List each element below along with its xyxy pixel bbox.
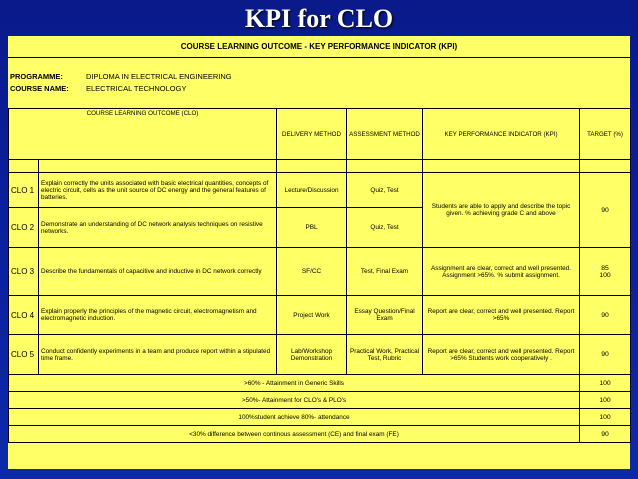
summary-row bbox=[9, 392, 631, 409]
target: 90 bbox=[580, 296, 631, 335]
assessment-method: Quiz, Test bbox=[347, 208, 423, 248]
table-row bbox=[9, 296, 631, 335]
assessment-method: Essay Question/Final Exam bbox=[347, 296, 423, 335]
target-value: 85 bbox=[601, 264, 609, 272]
table-row bbox=[9, 335, 631, 375]
clo-description: Explain properly the principles of the magnetic circuit, electromagnetism and electromagnetic induction. bbox=[39, 296, 277, 335]
clo-id: CLO 4 bbox=[9, 296, 39, 335]
course-name-label: COURSE NAME: bbox=[10, 84, 69, 93]
clo-description: Explain correctly the units associated with basic electrical quantities, concepts of electric circuit, cells as the unit source of DC energy and the general features of batteries. bbox=[39, 173, 277, 208]
summary-row bbox=[9, 426, 631, 443]
summary-text: >50%- Attainment for CLO's & PLO's bbox=[9, 392, 580, 409]
table-header-row bbox=[9, 109, 631, 160]
header-target: TARGET (%) bbox=[580, 109, 631, 160]
table-row bbox=[9, 248, 631, 296]
summary-target: 100 bbox=[580, 392, 631, 409]
kpi: Report are clear, correct and well presented. Report >65% Students work cooperatively . bbox=[423, 335, 580, 375]
delivery-method: Lab/Workshop Demonstration bbox=[277, 335, 347, 375]
summary-text: <30% difference between continous assessment (CE) and final exam (FE) bbox=[9, 426, 580, 443]
table-row bbox=[9, 173, 631, 208]
kpi: Report are clear, correct and well presented. Report >65% bbox=[423, 296, 580, 335]
summary-target: 100 bbox=[580, 409, 631, 426]
summary-row bbox=[9, 409, 631, 426]
programme-info bbox=[10, 71, 232, 95]
assessment-method: Practical Work, Practical Test, Rubric bbox=[347, 335, 423, 375]
summary-text: >60% - Attainment in Generic Skills bbox=[9, 375, 580, 392]
clo-description: Demonstrate an understanding of DC network analysis techniques on resistive networks. bbox=[39, 208, 277, 248]
assessment-method: Quiz, Test bbox=[347, 173, 423, 208]
programme-value: DIPLOMA IN ELECTRICAL ENGINEERING bbox=[86, 72, 232, 81]
delivery-method: SF/CC bbox=[277, 248, 347, 296]
clo-id: CLO 3 bbox=[9, 248, 39, 296]
kpi-table bbox=[8, 108, 631, 443]
kpi-document bbox=[8, 36, 630, 469]
summary-target: 100 bbox=[580, 375, 631, 392]
target-merged: 90 bbox=[580, 173, 631, 248]
course-name-value: ELECTRICAL TECHNOLOGY bbox=[86, 84, 187, 93]
kpi: Assignment are clear, correct and well presented. Assignment >65%. % submit assignment. bbox=[423, 248, 580, 296]
delivery-method: Lecture/Discussion bbox=[277, 173, 347, 208]
clo-description: Conduct confidently experiments in a team and produce report within a stipulated time frame. bbox=[39, 335, 277, 375]
summary-target: 90 bbox=[580, 426, 631, 443]
header-assessment: ASSESSMENT METHOD bbox=[347, 109, 423, 160]
document-title: COURSE LEARNING OUTCOME - KEY PERFORMANCE INDICATOR (KPI) bbox=[8, 36, 630, 58]
clo-id: CLO 2 bbox=[9, 208, 39, 248]
clo-description: Describe the fundamentals of capacitive and inductive in DC network correctly bbox=[39, 248, 277, 296]
summary-row bbox=[9, 375, 631, 392]
spacer-row bbox=[9, 160, 631, 173]
programme-label: PROGRAMME: bbox=[10, 72, 63, 81]
header-kpi: KEY PERFORMANCE INDICATOR (KPI) bbox=[423, 109, 580, 160]
target: 90 bbox=[580, 335, 631, 375]
target-value: 100 bbox=[599, 271, 611, 279]
header-delivery: DELIVERY METHOD bbox=[277, 109, 347, 160]
clo-id: CLO 5 bbox=[9, 335, 39, 375]
clo-id: CLO 1 bbox=[9, 173, 39, 208]
header-clo: COURSE LEARNING OUTCOME (CLO) bbox=[9, 109, 277, 160]
summary-text: 100%student achieve 80%- attendance bbox=[9, 409, 580, 426]
slide-title: KPI for CLO bbox=[244, 4, 394, 33]
target bbox=[580, 248, 631, 296]
assessment-method: Test, Final Exam bbox=[347, 248, 423, 296]
delivery-method: PBL bbox=[277, 208, 347, 248]
kpi-merged: Students are able to apply and describe the topic given. % achieving grade C and above bbox=[423, 173, 580, 248]
delivery-method: Project Work bbox=[277, 296, 347, 335]
